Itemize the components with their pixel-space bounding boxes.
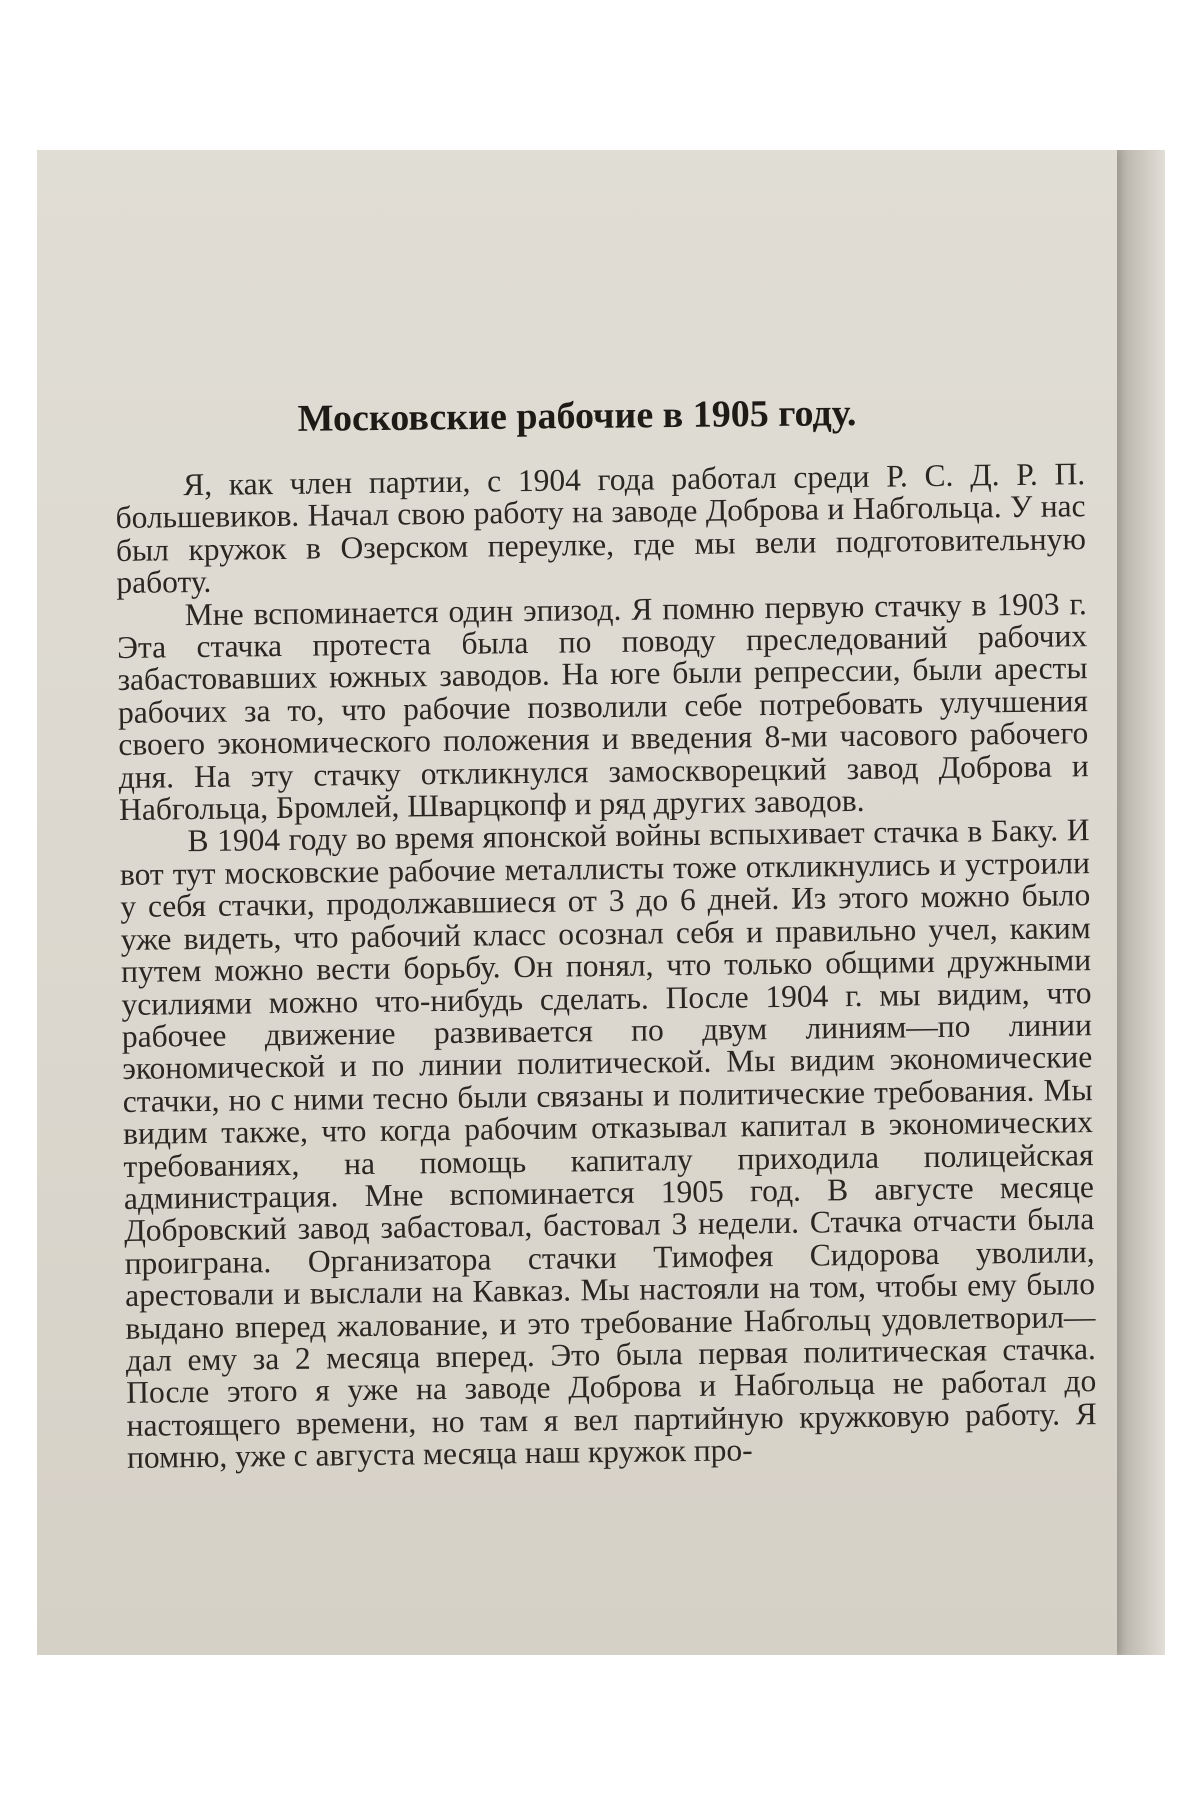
next-page-edge xyxy=(1117,150,1165,1655)
paragraph: Мне вспоминается один эпизод. Я помню первую стачку в 1903 г. Эта стачка протеста была по поводу преследований рабочих забастовавших южных заводов. На юге были репрессии, были аресты рабочих за то, что рабочие позволили себе потребовать улучшения своего экономического положения и введения 8-ми часового рабочего дня. На эту стачку откликнулся замоскворецкий завод Доброва и Набгольца, Бромлей, Шварцкопф и ряд других заводов. xyxy=(116,585,1089,828)
paragraph: В 1904 году во время японской войны вспыхивает стачка в Баку. И вот тут московские рабочие металлисты тоже откликнулись и устроили у себя стачки, продолжавшиеся от 3 до 6 дней. Из этого можно было уже видеть, что рабочий класс осознал себя и правильно учел, каким путем можно вести борьбу. Он понял, что только общими дружными усилиями можно что-нибудь сделать. После 1904 г. мы видим, что рабочее движение развивается по двум линиям—по линии экономической и по линии политической. Мы видим экономические стачки, но с ними тесно были связаны и политические требования. Мы видим также, что когда рабочим отказывал капитал в экономических требованиях, на помощь капиталу приходила полицейская администрация. Мне вспоминается 1905 год. В августе месяце Добровский завод забастовал, бастовал 3 недели. Стачка отчасти была проиграна. Организатора стачки Тимофея Сидорова уволили, арестовали и выслали на Кавказ. Мы настояли на том, чтобы ему было выдано вперед жалование, и это требование Набгольц удовлетворил—дал ему за 2 месяца вперед. Это была первая политическая стачка. После этого я уже на заводе Доброва и Набгольца не работал до настоящего времени, но там я вел партийную кружковую работу. Я помню, уже с августа месяца наш кружок про- xyxy=(119,812,1097,1476)
paragraph: Я, как член партии, с 1904 года работал среди Р. С. Д. Р. П. большевиков. Начал свою работу на заводе Доброва и Набгольца. У нас был кружок в Озерском переулке, где мы вели подготовительную работу. xyxy=(115,456,1087,601)
book-photo xyxy=(37,150,1165,1655)
body-text xyxy=(115,458,1097,1474)
page-title: Московские рабочие в 1905 году. xyxy=(297,392,857,440)
book-page xyxy=(37,150,1117,1655)
